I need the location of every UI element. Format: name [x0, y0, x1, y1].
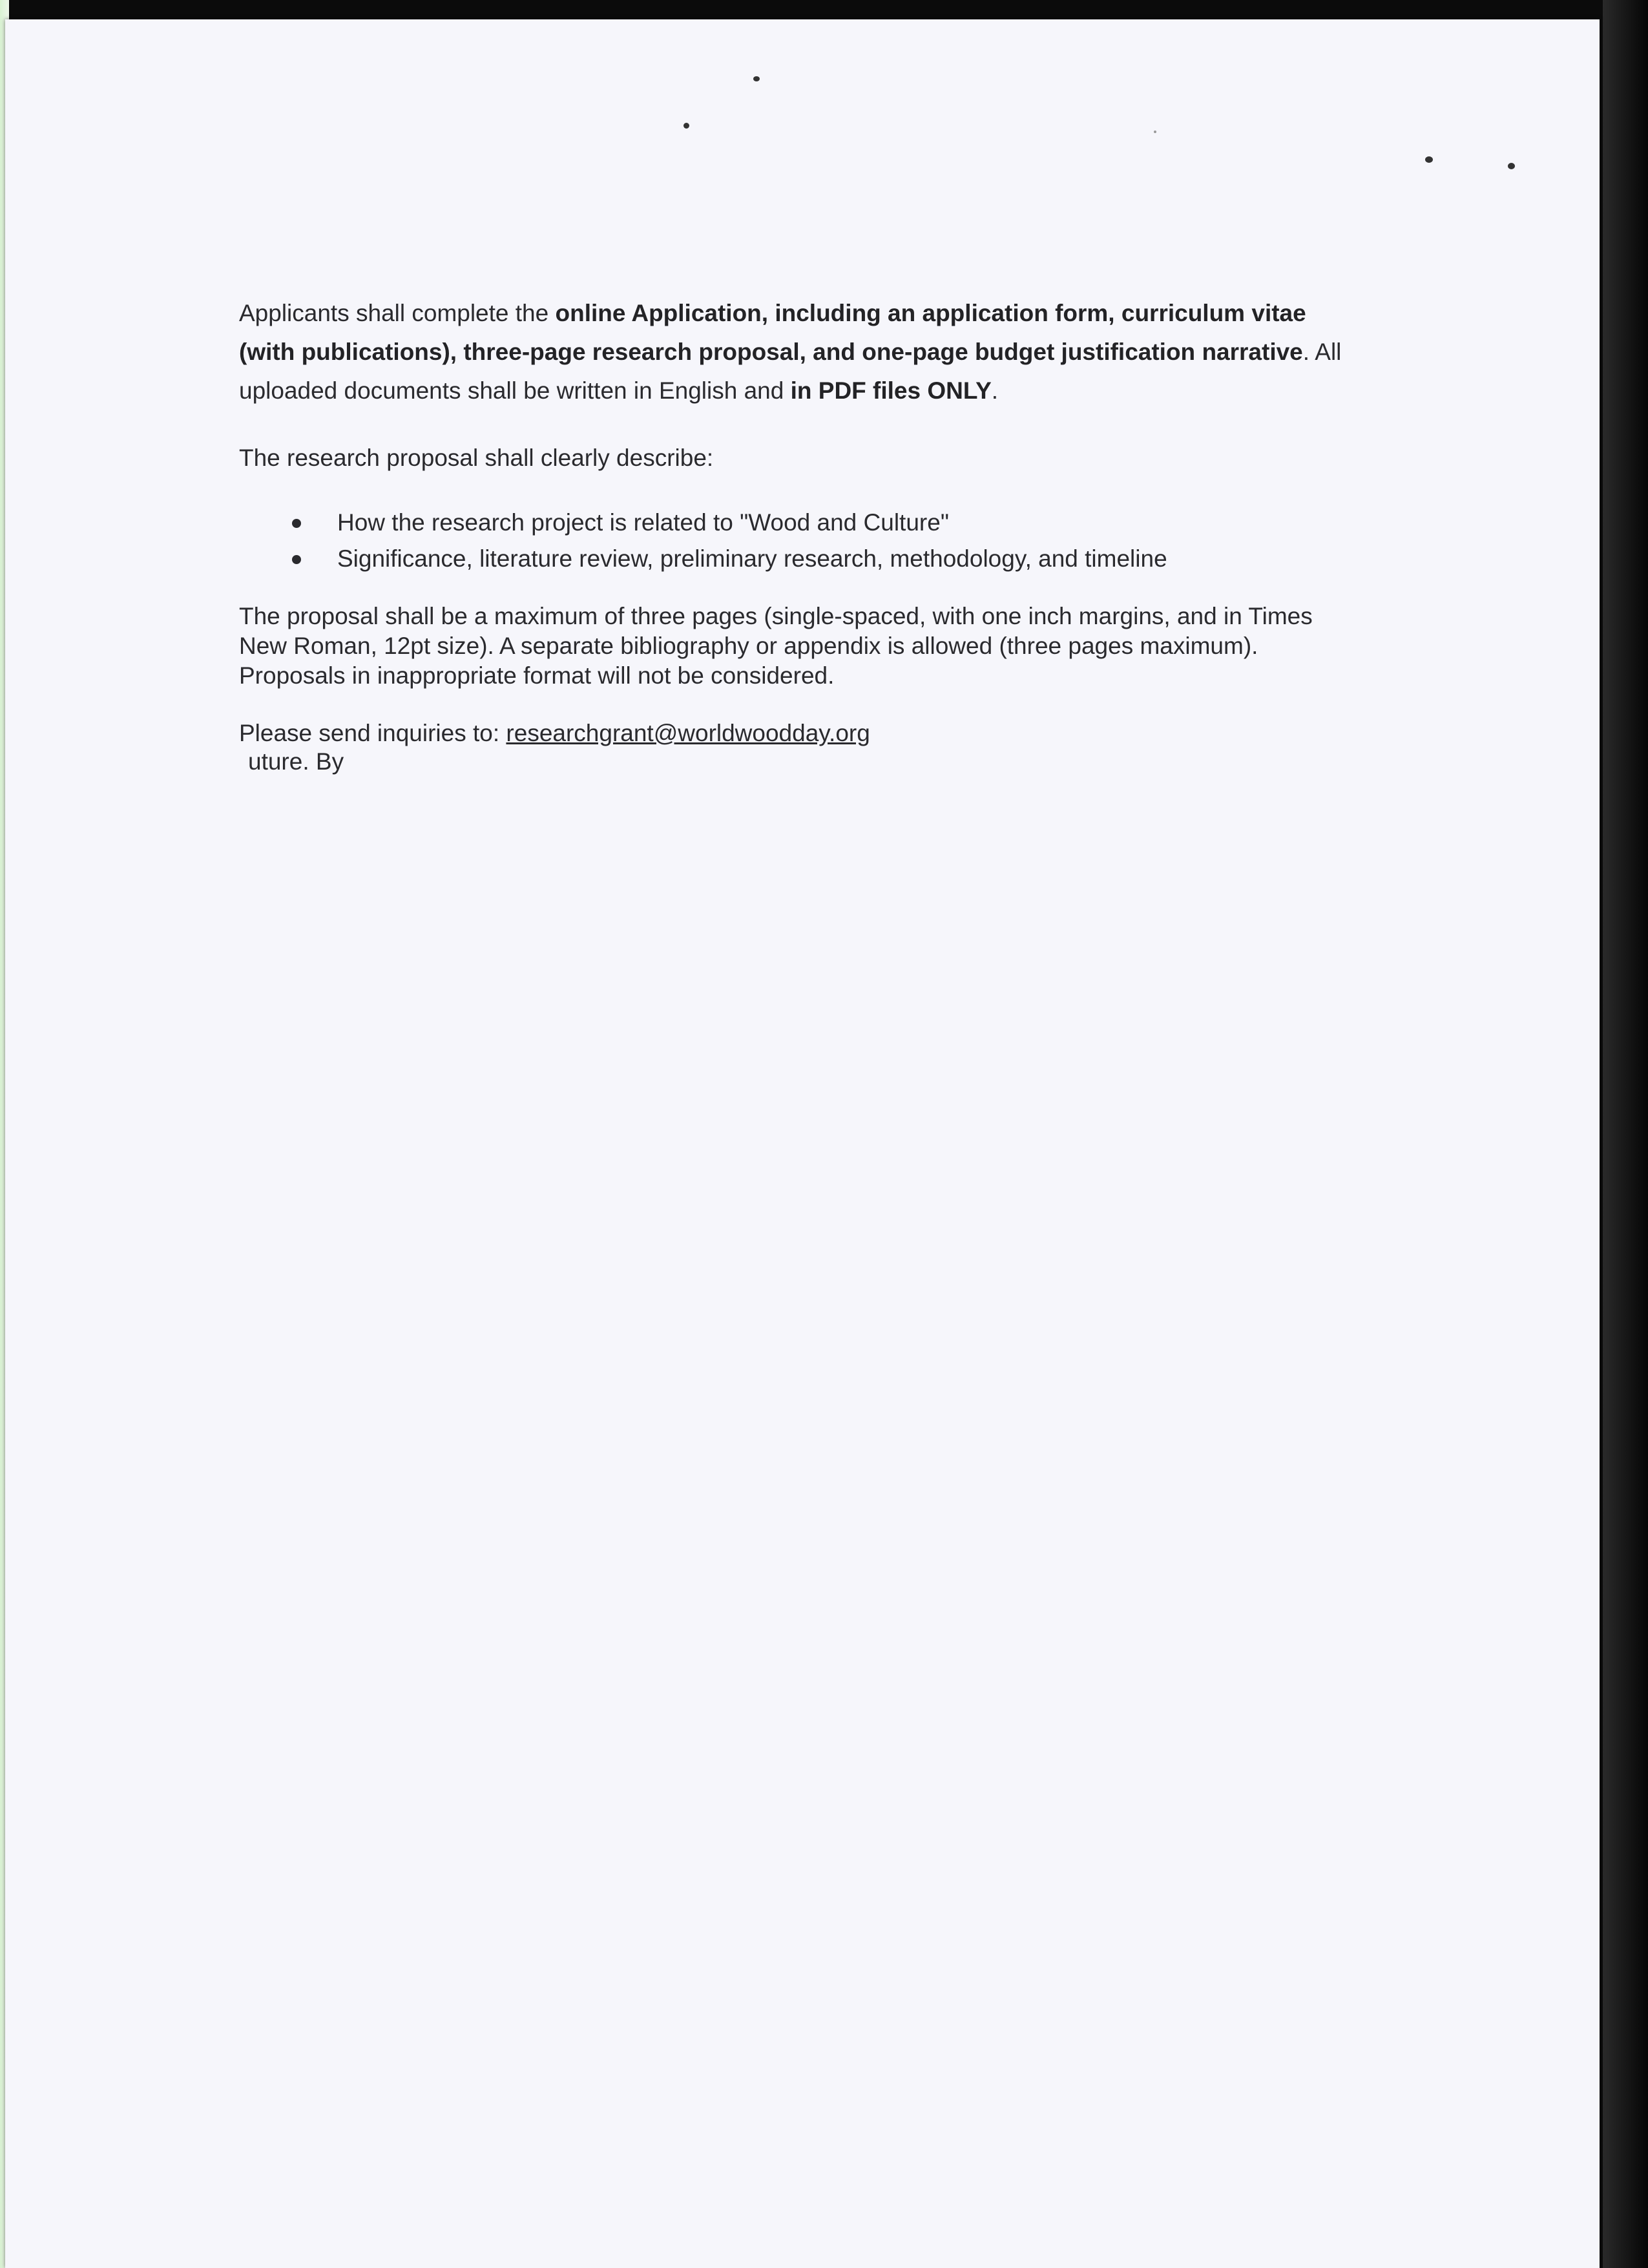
speck-mark	[1508, 163, 1515, 169]
para1-bold-required-docs: online Application, including an application form, curriculum vitae (with publications), three-page research proposal, and one-page budget justification narrative	[239, 300, 1306, 365]
document-body	[239, 294, 1350, 776]
proposal-bullet-list	[239, 505, 1350, 577]
application-requirements-paragraph	[239, 294, 1350, 410]
bullet-text: How the research project is related to "Wood and Culture"	[337, 509, 949, 536]
scanner-right-edge	[1603, 0, 1648, 2268]
speck-mark	[1425, 156, 1433, 163]
para1-intro: Applicants shall complete the	[239, 300, 556, 326]
bullet-icon	[292, 555, 301, 564]
inquiries-line	[239, 719, 1350, 748]
inquiries-email-link[interactable]: researchgrant@worldwoodday.org	[506, 720, 870, 746]
speck-mark	[753, 76, 760, 81]
text-fragment: uture. By	[248, 748, 344, 775]
para1-mid: . All uploaded documents shall be written in English and	[239, 339, 1342, 404]
proposal-description-intro: The research proposal shall clearly describe:	[239, 445, 714, 471]
bullet-item	[292, 505, 1350, 541]
bullet-text: Significance, literature review, preliminary research, methodology, and timeline	[337, 545, 1167, 572]
bullet-icon	[292, 519, 301, 528]
speck-mark	[1154, 131, 1156, 133]
proposal-format-paragraph: The proposal shall be a maximum of three pages (single-spaced, with one inch margins, and in Times New Roman, 12pt size). A separate bibliography or appendix is allowed (three pages maximum). Proposals in inappropriate format will not be considered.	[239, 603, 1313, 689]
para1-bold-pdf-only: in PDF files ONLY	[790, 377, 992, 404]
speck-mark	[683, 123, 689, 129]
para1-end: .	[991, 377, 999, 404]
bullet-item	[292, 541, 1350, 577]
inquiries-label: Please send inquiries to:	[239, 720, 506, 746]
